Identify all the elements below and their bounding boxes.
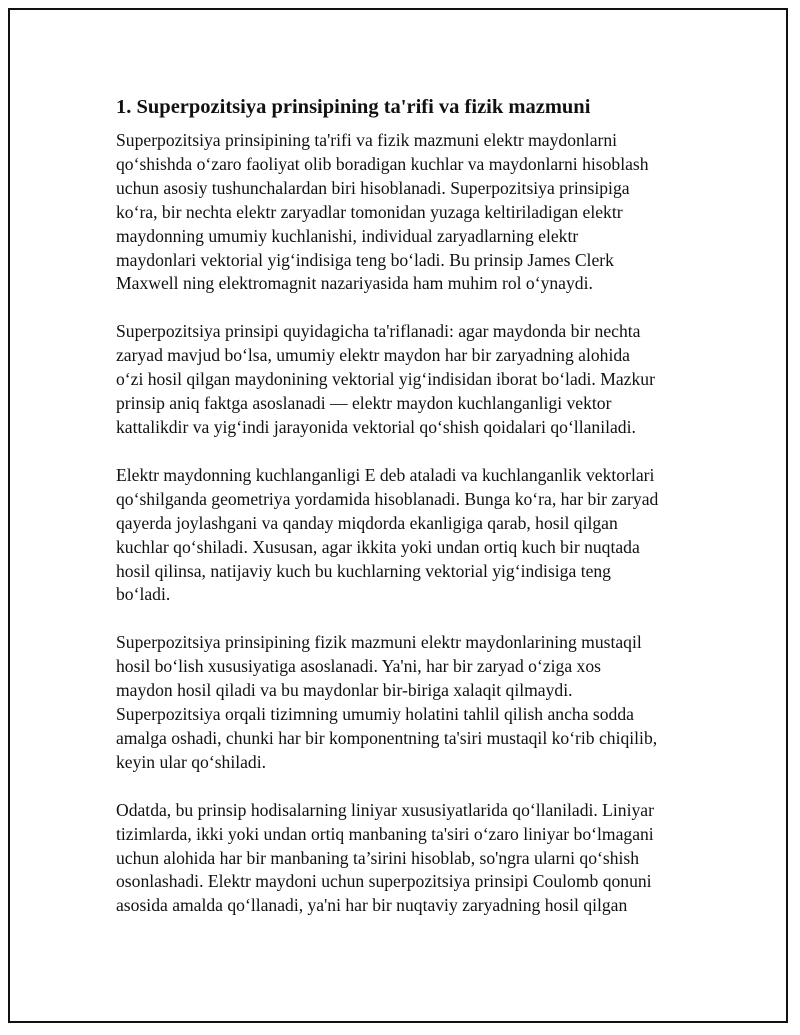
paragraph [116, 799, 690, 919]
text-line: Superpozitsiya prinsipining ta'rifi va fizik mazmuni elektr maydonlarni [116, 130, 618, 150]
paragraph [116, 320, 690, 440]
document-body [116, 94, 690, 942]
text-line: Maxwell ning elektromagnit nazariyasida ham muhim rol o‘ynaydi. [116, 273, 593, 294]
text-line: maydonlari vektorial yig‘indisiga teng bo‘ladi. Bu prinsip James Clerk [116, 249, 614, 270]
text-line: qo‘shishda o‘zaro faoliyat olib boradigan kuchlar va maydonlarni hisoblash [116, 153, 649, 174]
paragraph [116, 464, 690, 607]
text-line: uchun asosiy tushunchalardan biri hisoblanadi. Superpozitsiya prinsipiga [116, 177, 630, 198]
text-line: Superpozitsiya prinsipining fizik mazmuni elektr maydonlarining mustaqil [116, 632, 642, 653]
section-heading: 1. Superpozitsiya prinsipining ta'rifi va fizik mazmuni [116, 96, 591, 118]
text-line: prinsip aniq faktga asoslanadi — elektr maydon kuchlanganligi vektor [116, 393, 612, 414]
text-line: kuchlar qo‘shiladi. Xususan, agar ikkita yoki undan ortiq kuch bir nuqtada [116, 536, 640, 557]
text-line: ko‘ra, bir nechta elektr zaryadlar tomonidan yuzaga keltiriladigan elektr [116, 201, 623, 222]
text-line: Superpozitsiya orqali tizimning umumiy holatini tahlil qilish ancha sodda [116, 704, 634, 725]
text-line: maydonning umumiy kuchlanishi, individual zaryadlarning elektr [116, 225, 579, 246]
text-line: uchun alohida har bir manbaning ta’sirini hisoblab, so'ngra ularni qo‘shish [116, 847, 640, 868]
paragraph [116, 129, 690, 296]
text-line: amalga oshadi, chunki har bir komponentning ta'siri mustaqil ko‘rib chiqilib, [116, 727, 658, 748]
text-line: hosil bo‘lish xususiyatiga asoslanadi. Ya'ni, har bir zaryad o‘ziga xos [116, 656, 601, 677]
text-line: asosida amalda qo‘llanadi, ya'ni har bir nuqtaviy zaryadning hosil qilgan [116, 895, 628, 916]
text-line: qo‘shilganda geometriya yordamida hisoblanadi. Bunga ko‘ra, har bir zaryad [116, 488, 659, 509]
paragraph [116, 631, 690, 774]
text-line: Odatda, bu prinsip hodisalarning liniyar xususiyatlarida qo‘llaniladi. Liniyar [116, 799, 654, 820]
text-line: hosil qilinsa, natijaviy kuch bu kuchlarning vektorial yig‘indisiga teng [116, 560, 611, 581]
text-line: o‘zi hosil qilgan maydonining vektorial yig‘indisidan iborat bo‘ladi. Mazkur [116, 369, 655, 390]
text-line: maydon hosil qiladi va bu maydonlar bir-biriga xalaqit qilmaydi. [116, 680, 573, 701]
text-line: osonlashadi. Elektr maydoni uchun superpozitsiya prinsipi Coulomb qonuni [116, 871, 652, 892]
text-line: qayerda joylashgani va qanday miqdorda ekanligiga qarab, hosil qilgan [116, 512, 618, 533]
text-line: bo‘ladi. [116, 584, 171, 605]
text-line: kattalikdir va yig‘indi jarayonida vektorial qo‘shish qoidalari qo‘llaniladi. [116, 416, 636, 437]
text-line: Elektr maydonning kuchlanganligi E deb ataladi va kuchlanganlik vektorlari [116, 464, 655, 485]
text-line: tizimlarda, ikki yoki undan ortiq manbaning ta'siri o‘zaro liniyar bo‘lmagani [116, 823, 654, 844]
text-line: keyin ular qo‘shiladi. [116, 751, 267, 772]
text-line: Superpozitsiya prinsipi quyidagicha ta'riflanadi: agar maydonda bir nechta [116, 321, 641, 342]
text-line: zaryad mavjud bo‘lsa, umumiy elektr maydon har bir zaryadning alohida [116, 345, 630, 366]
